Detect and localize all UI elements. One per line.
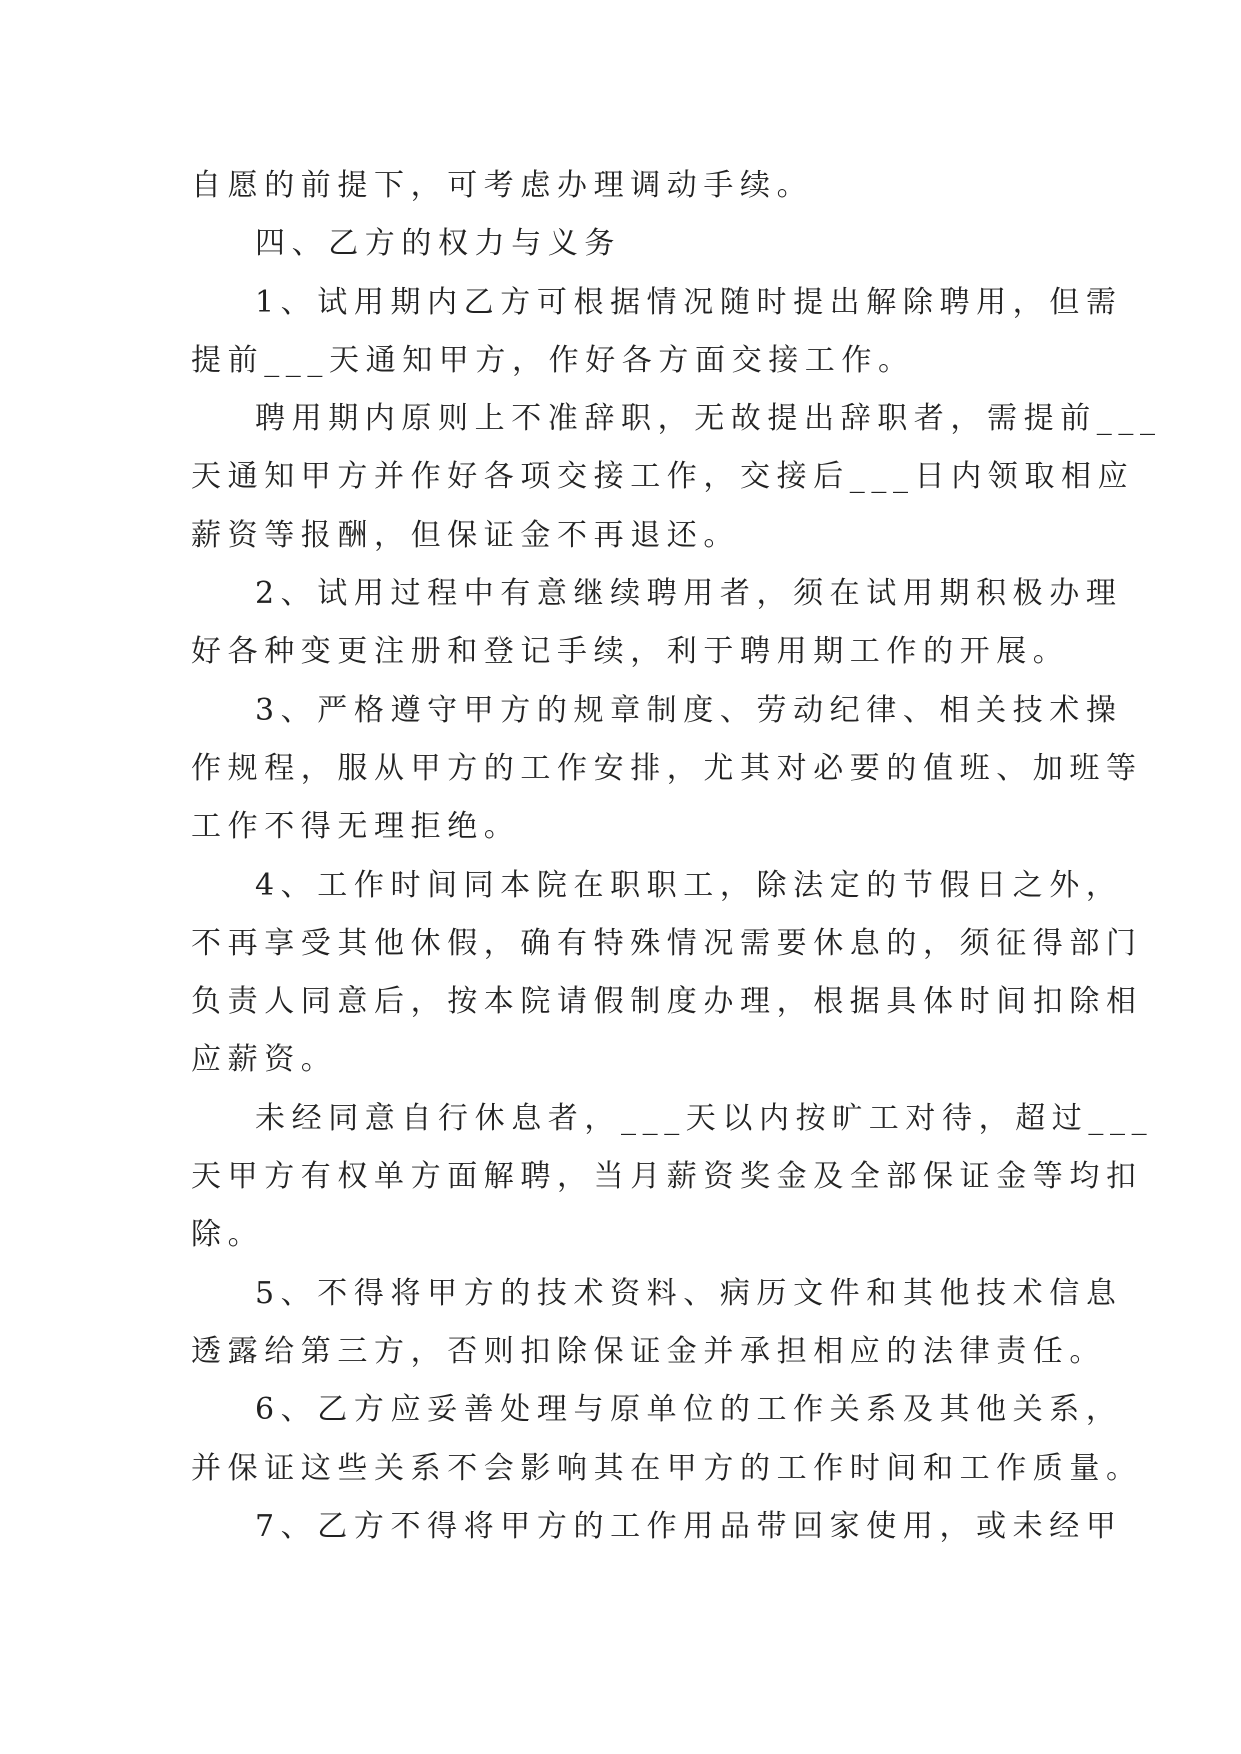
document-line: 负责人同意后，按本院请假制度办理，根据具体时间扣除相: [191, 984, 1143, 1020]
document-line: 聘用期内原则上不准辞职，无故提出辞职者，需提前___: [255, 401, 1162, 437]
document-line: 7、乙方不得将甲方的工作用品带回家使用，或未经甲: [255, 1508, 1123, 1544]
document-line: 3、严格遵守甲方的规章制度、劳动纪律、相关技术操: [255, 692, 1123, 728]
document-line: 5、不得将甲方的技术资料、病历文件和其他技术信息: [255, 1275, 1123, 1311]
document-line: 工作不得无理拒绝。: [191, 809, 521, 845]
document-line: 薪资等报酬，但保证金不再退还。: [191, 517, 740, 553]
document-line: 透露给第三方，否则扣除保证金并承担相应的法律责任。: [191, 1333, 1106, 1369]
document-line: 4、工作时间同本院在职职工，除法定的节假日之外，: [255, 867, 1123, 903]
document-line: 天通知甲方并作好各项交接工作，交接后___日内领取相应: [191, 459, 1135, 495]
document-line: 好各种变更注册和登记手续，利于聘用期工作的开展。: [191, 634, 1070, 670]
document-line: 作规程，服从甲方的工作安排，尤其对必要的值班、加班等: [191, 750, 1143, 786]
document-body: [191, 157, 1162, 1556]
document-line: 除。: [191, 1217, 265, 1253]
document-line: 未经同意自行休息者，___天以内按旷工对待，超过___: [255, 1100, 1154, 1136]
document-line: 6、乙方应妥善处理与原单位的工作关系及其他关系，: [255, 1392, 1123, 1428]
document-line: 2、试用过程中有意继续聘用者，须在试用期积极办理: [255, 576, 1123, 612]
document-line: 天甲方有权单方面解聘，当月薪资奖金及全部保证金等均扣: [191, 1159, 1143, 1195]
document-line: 1、试用期内乙方可根据情况随时提出解除聘用，但需: [255, 284, 1123, 320]
document-line: 不再享受其他休假，确有特殊情况需要休息的，须征得部门: [191, 925, 1143, 961]
document-line: 自愿的前提下，可考虑办理调动手续。: [191, 168, 814, 203]
document-line: 应薪资。: [191, 1042, 338, 1078]
document-line: 并保证这些关系不会影响其在甲方的工作时间和工作质量。: [191, 1450, 1143, 1486]
document-line: 四、乙方的权力与义务: [255, 226, 621, 262]
document-line: 提前___天通知甲方，作好各方面交接工作。: [191, 342, 915, 378]
